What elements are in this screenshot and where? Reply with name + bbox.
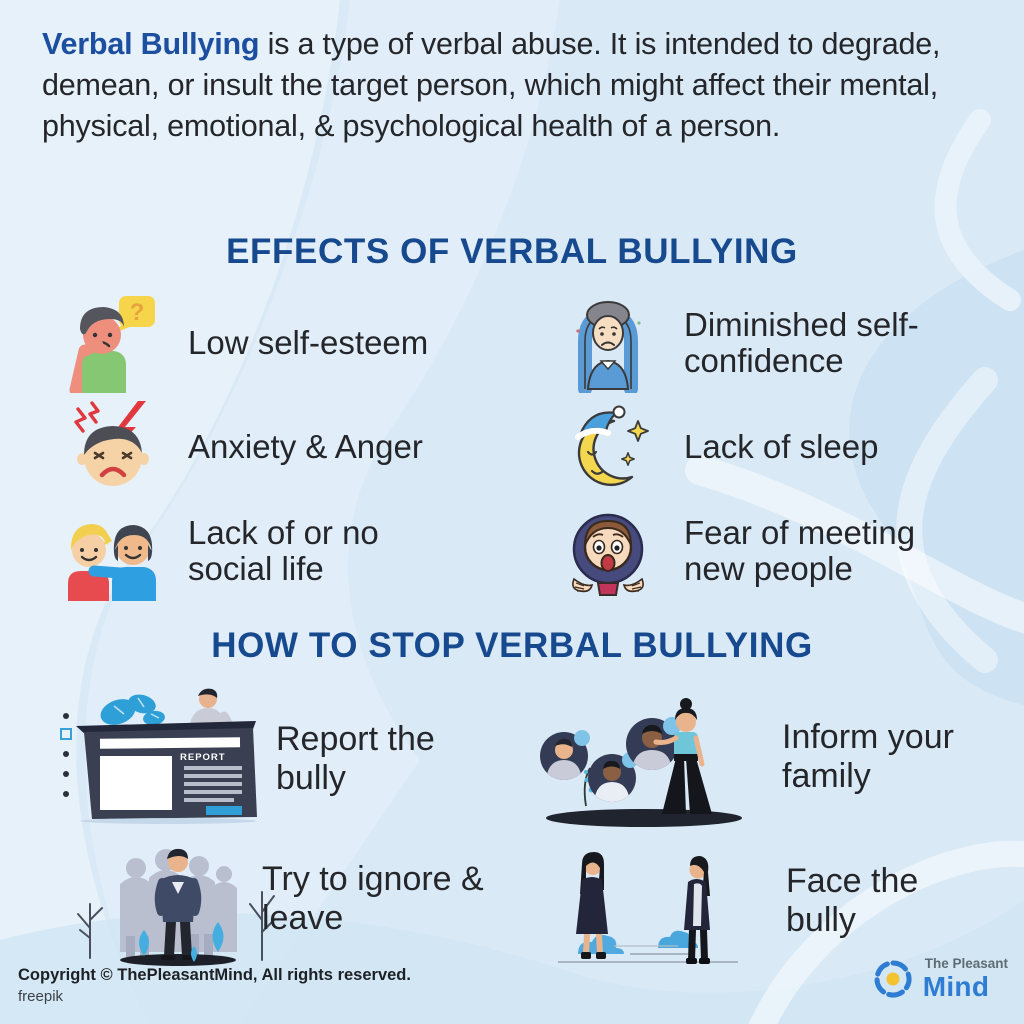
effect-item-low-self-esteem	[62, 293, 428, 393]
report-board-illustration	[56, 686, 274, 826]
effects-title: EFFECTS OF VERBAL BULLYING	[226, 232, 798, 271]
effect-item-lack-of-sleep	[558, 397, 878, 497]
svg-text:?: ?	[129, 299, 145, 326]
head-in-hands-icon	[558, 293, 658, 393]
logo-text-bottom: Mind	[922, 970, 990, 1002]
effect-label: Lack of or no social life	[188, 513, 379, 587]
effect-item-anxiety-anger	[62, 397, 423, 497]
sleepy-moon-icon	[558, 397, 658, 497]
walk-away-crowd-illustration	[66, 832, 294, 970]
thinking-question-icon	[62, 293, 162, 393]
intro-text: is a type of verbal abuse. It is intended to degrade, demean, or insult the target person, which might affect their mental, physical, emotional, & psychological health of a person.	[42, 27, 941, 143]
effect-label: Lack of sleep	[684, 427, 879, 465]
effect-label: Diminished self-confidence	[684, 305, 919, 379]
copyright-text: Copyright © ThePleasantMind, All rights reserved.	[18, 966, 411, 984]
two-friends-icon	[62, 501, 162, 601]
effect-item-no-social-life	[62, 501, 418, 601]
effect-label: Anxiety & Anger	[188, 427, 423, 465]
angry-face-lightning-icon	[62, 397, 162, 497]
effect-label: Low self-esteem	[188, 323, 429, 361]
two-people-facing-illustration	[538, 838, 756, 970]
stop-label-ignore: Try to ignore & leave	[262, 860, 484, 938]
stop-label-report: Report the bully	[276, 720, 435, 798]
family-avatars-illustration	[524, 684, 764, 834]
pleasant-mind-logo	[870, 956, 1008, 1002]
effect-item-fear-new-people	[558, 501, 946, 601]
stop-label-inform: Inform your family	[782, 718, 954, 796]
pleasant-mind-logo-icon	[870, 956, 916, 1002]
effect-label: Fear of meeting new people	[684, 513, 916, 587]
svg-text:REPORT: REPORT	[180, 752, 226, 763]
pleasant-mind-logo-text	[923, 957, 1008, 1001]
effect-item-diminished-confidence	[558, 293, 936, 393]
fearful-face-icon	[558, 501, 658, 601]
freepik-credit: freepik	[18, 988, 64, 1005]
how-to-stop-title: HOW TO STOP VERBAL BULLYING	[211, 626, 813, 665]
stop-label-face: Face the bully	[786, 862, 919, 940]
intro-highlight: Verbal Bullying	[42, 27, 260, 61]
intro-paragraph	[42, 24, 987, 147]
logo-text-top: The Pleasant	[924, 956, 1008, 972]
